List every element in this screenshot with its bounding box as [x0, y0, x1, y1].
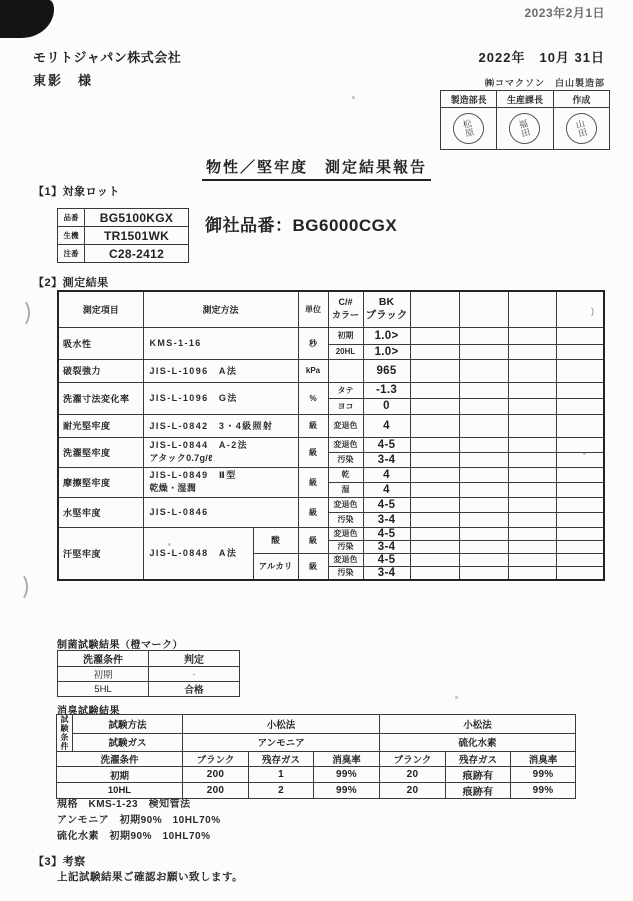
antibacterial-test-table [57, 650, 240, 697]
approval-col-production-chief: 生産課長 [497, 91, 553, 108]
empty-cell [459, 291, 508, 327]
row-perspiration-alkali: アルカリ 級 変退色 4-5 [58, 553, 604, 566]
lot-value: TR1501WK [85, 227, 189, 245]
row-bursting-strength: 破裂強力 JIS-L-1096 A法 kPa 965 [58, 359, 604, 382]
standard-note: 規格 KMS-1-23 検知管法 [57, 799, 191, 810]
method-two-lines: JIS-L-0844 A-2法 アタック0.7g/ℓ [143, 437, 298, 467]
report-date: 2022年 10月 31日 [478, 50, 605, 65]
row-rubbing-fastness: 摩擦堅牢度 JIS-L-0849 Ⅱ型 乾燥・湿潤 級 乾 4 [58, 467, 604, 482]
lot-table [57, 208, 189, 263]
hydrogen-sulfide-criteria-note: 硫化水素 初期90% 10HL70% [57, 831, 211, 842]
method-group1: 小松法 [183, 715, 380, 734]
deodorant-test-title: 消臭試験結果 [57, 706, 120, 717]
stamp-cell [441, 108, 497, 150]
antibacterial-row-5hl: 5HL 合格 [58, 682, 240, 697]
row-water-fastness: 水堅牢度 JIS-L-0846 級 変退色 4-5 [58, 497, 604, 512]
method-two-lines: JIS-L-0849 Ⅱ型 乾燥・湿潤 [143, 467, 298, 497]
empty-cell [410, 291, 459, 327]
col-wash-condition: 洗濯条件 [58, 651, 149, 667]
deodorant-gas-row [57, 733, 576, 752]
lot-label: 注番 [58, 245, 85, 263]
hanko-stamp-fukuda: 福田 [506, 110, 544, 148]
col-deodorization-rate: 消臭率 [314, 752, 380, 767]
approval-col-manufacturing-manager: 製造部長 [441, 91, 497, 108]
antibacterial-header-row [58, 651, 240, 667]
section3-heading: 【3】考察 [33, 856, 86, 868]
wash-condition-label: 洗濯条件 [57, 752, 183, 767]
deodorant-test-table [56, 714, 576, 799]
row-rubbing-fastness-wet: 湿 4 [58, 482, 604, 497]
gas-group2-hydrogen-sulfide: 硫化水素 [380, 733, 576, 752]
col-header-item: 測定項目 [58, 291, 143, 327]
section2-heading: 【2】測定結果 [33, 277, 109, 289]
col-deodorization-rate: 消臭率 [511, 752, 576, 767]
col-residual-gas: 残存ガス [249, 752, 314, 767]
row-perspiration-acid-stain: 汚染 3-4 [58, 540, 604, 553]
col-header-color-bk: BK ブラック [363, 291, 410, 327]
approval-col-author: 作成 [553, 91, 609, 108]
deodorant-method-row [57, 715, 576, 734]
stamp-cell [553, 108, 609, 150]
gas-group1-ammonia: アンモニア [183, 733, 380, 752]
lot-row [58, 227, 189, 245]
col-header-color: C/# カラー [328, 291, 363, 327]
col-blank: ブランク [183, 752, 249, 767]
col-residual-gas: 残存ガス [446, 752, 511, 767]
issuer-department: ㈱コマクソン 白山製造部 [484, 78, 605, 88]
deodorant-row-10hl: 10HL 200 2 99% 20 痕跡有 99% [57, 783, 576, 799]
measurement-header-row [58, 291, 604, 327]
col-header-method: 測定方法 [143, 291, 298, 327]
method-label: 試験方法 [73, 715, 183, 734]
scan-date: 2023年2月1日 [524, 6, 605, 20]
punch-hole-mark [8, 572, 28, 602]
measurement-results-table [57, 290, 605, 581]
lot-value: C28-2412 [85, 245, 189, 263]
customer-part-number: 御社品番：BG6000CGX [205, 216, 398, 235]
hanko-stamp-matsubara: 松原 [450, 110, 488, 148]
row-dimensional-change: 洗濯寸法変化率 JIS-L-1096 G法 % タテ -1.3 [58, 382, 604, 398]
stamp-cell [497, 108, 553, 150]
lot-value: BG5100KGX [85, 209, 189, 227]
approval-header-row [441, 91, 610, 108]
scan-speck [455, 696, 458, 699]
condition-acid: 酸 [253, 527, 298, 553]
col-header-unit: 単位 [298, 291, 328, 327]
gas-label: 試験ガス [73, 733, 183, 752]
test-condition-corner: 試験 条件 [57, 715, 73, 752]
section3-comment: 上記試験結果ご確認お願い致します。 [57, 871, 244, 883]
row-water-absorbency: 吸水性 KMS-1-16 秒 初期 1.0> [58, 327, 604, 344]
approval-stamp-table [440, 90, 610, 150]
scan-corner-artifact [0, 0, 54, 38]
method-group2: 小松法 [380, 715, 576, 734]
row-light-fastness: 耐光堅牢度 JIS-L-0842 3・4級照射 級 変退色 4 [58, 414, 604, 437]
condition-alkali: アルカリ [253, 553, 298, 580]
row-dimensional-change-yoko: ヨコ 0 [58, 398, 604, 414]
approval-stamp-row [441, 108, 610, 150]
punch-hole-mark [10, 298, 30, 328]
deodorant-column-header-row [57, 752, 576, 767]
antibacterial-test-title: 制菌試験結果（橙マーク） [57, 640, 183, 651]
row-water-absorbency-20hl: 20HL 1.0> [58, 344, 604, 359]
ammonia-criteria-note: アンモニア 初期90% 10HL70% [57, 815, 221, 826]
col-judgement: 判定 [149, 651, 240, 667]
lot-row [58, 245, 189, 263]
recipient-name: 東影 様 [33, 73, 94, 88]
col-blank: ブランク [380, 752, 446, 767]
row-perspiration-fastness: 汗堅牢度 JIS-L-0848 A法 酸 級 変退色 4-5 [58, 527, 604, 540]
row-perspiration-alkali-stain: 汚染 3-4 [58, 566, 604, 580]
lot-label: 品番 [58, 209, 85, 227]
deodorant-row-initial: 初期 200 1 99% 20 痕跡有 99% [57, 767, 576, 783]
empty-cell [508, 291, 556, 327]
antibacterial-row-initial: 初期 - [58, 667, 240, 682]
section1-heading: 【1】対象ロット [33, 186, 120, 198]
stray-pen-mark: ) [556, 291, 604, 327]
document-title: 物性／堅牢度 測定結果報告 [0, 156, 633, 181]
lot-label: 生機 [58, 227, 85, 245]
row-washing-fastness: 洗濯堅牢度 JIS-L-0844 A-2法 アタック0.7g/ℓ 級 変退色 4-5 [58, 437, 604, 452]
lot-row [58, 209, 189, 227]
scan-speck [352, 96, 355, 99]
hanko-stamp-yamada: 山田 [562, 110, 600, 148]
company-name: モリトジャパン株式会社 [33, 50, 182, 65]
row-washing-fastness-stain: 汚染 3-4 [58, 452, 604, 467]
row-water-fastness-stain: 汚染 3-4 [58, 512, 604, 527]
